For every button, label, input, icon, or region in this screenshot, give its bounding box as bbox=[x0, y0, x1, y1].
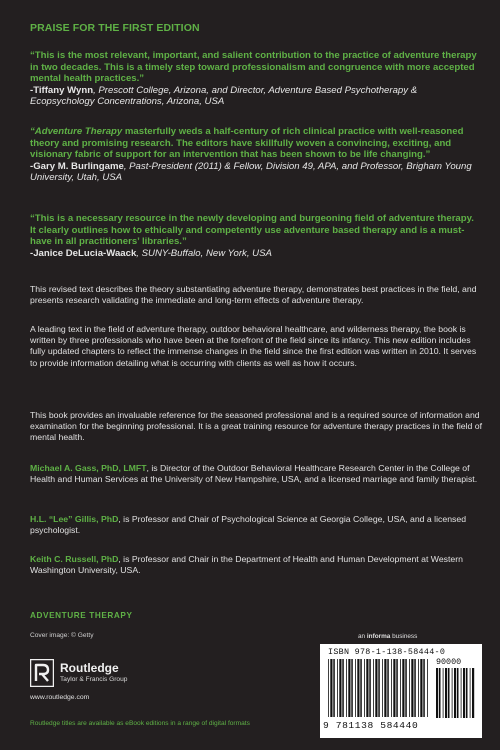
author-bio-2 bbox=[30, 514, 482, 536]
quote-text: “This is a necessary resource in the newly developing and burgeoning field of adventure therapy. It clearly outlines how to ethically and competently use adventure based therapy and is a must-have in all practitioners’ libraries.” bbox=[30, 213, 474, 248]
book-title: “Adventure Therapy bbox=[30, 126, 123, 137]
series-label: ADVENTURE THERAPY bbox=[30, 611, 133, 620]
barcode-bar bbox=[351, 659, 353, 717]
barcode-bar bbox=[443, 668, 444, 718]
barcode-bar bbox=[384, 659, 386, 717]
ean-digits: 9 781138 584440 bbox=[323, 720, 419, 731]
barcode-bar bbox=[328, 659, 329, 717]
author-name: H.L. “Lee” Gillis, PhD bbox=[30, 514, 119, 524]
barcode-bar bbox=[339, 659, 341, 717]
publisher-group: Taylor & Francis Group bbox=[60, 676, 128, 683]
quote-text: masterfully weds a half-century of rich clinical practice with well-reasoned theory and promising research. The editors have skillfully woven a convincing, exciting, and visionary fabric of support for an intervention that has been shown to be life changing.” bbox=[30, 126, 464, 161]
description-paragraph-2: A leading text in the field of adventure therapy, outdoor behavioral healthcare, and wilderness therapy, the book is written by three professionals who have been at the forefront of the field since its infancy. This new edition includes fully updated chapters to reflect the immense changes in the field since the first edition was written in 2010. It serves to provide information detailing what is occurring with clients as well as how it occurs. bbox=[30, 324, 477, 368]
barcode-bar bbox=[357, 659, 359, 717]
barcode-bar bbox=[402, 659, 404, 717]
barcode-bar bbox=[396, 659, 398, 717]
barcode-bar bbox=[445, 668, 447, 718]
author-bio: , is Professor and Chair of Psychological Science at Georgia College, USA, and a licensed psychologist. bbox=[30, 514, 467, 536]
barcode-bar bbox=[400, 659, 401, 717]
author-bio: , is Professor and Chair in the Department of Health and Human Development at Western Washington University, USA. bbox=[30, 554, 463, 576]
publisher-url: www.routledge.com bbox=[30, 694, 90, 701]
ebook-note: Routledge titles are available as eBook editions in a range of digital formats bbox=[30, 720, 250, 727]
quote-2 bbox=[30, 126, 480, 184]
barcode-bar bbox=[411, 659, 413, 717]
quote-affiliation: , Prescott College, Arizona, and Director, Adventure Based Psychotherapy & Ecopsychology Concentrations, Arizona, USA bbox=[30, 84, 418, 108]
barcode-bar bbox=[366, 659, 368, 717]
barcode-bar bbox=[373, 659, 374, 717]
barcode-bar bbox=[414, 659, 416, 717]
barcode-bar bbox=[333, 659, 335, 717]
quote-1 bbox=[30, 50, 480, 108]
barcode-bar bbox=[355, 659, 356, 717]
quote-3 bbox=[30, 213, 480, 259]
barcode-bar bbox=[369, 659, 371, 717]
quote-author: -Gary M. Burlingame bbox=[30, 160, 124, 172]
barcode-bar bbox=[427, 659, 428, 717]
publisher-name: Routledge bbox=[60, 661, 119, 675]
quote-author: -Tiffany Wynn bbox=[30, 84, 94, 96]
author-name: Michael A. Gass, PhD, LMFT bbox=[30, 463, 147, 473]
barcode-bar bbox=[436, 668, 438, 718]
barcode-bar bbox=[405, 659, 407, 717]
barcode-bar bbox=[360, 659, 362, 717]
barcode-bar bbox=[346, 659, 347, 717]
barcode-bar bbox=[382, 659, 383, 717]
barcode-bar bbox=[454, 668, 456, 718]
barcode-bar bbox=[418, 659, 419, 717]
barcode-bar bbox=[439, 668, 441, 718]
addon-barcode-bars bbox=[436, 668, 476, 718]
barcode-bar bbox=[423, 659, 425, 717]
barcode-bar bbox=[470, 668, 471, 718]
praise-heading: PRAISE FOR THE FIRST EDITION bbox=[30, 22, 200, 34]
ean-barcode-bars bbox=[328, 659, 430, 717]
cover-credit: Cover image: © Getty bbox=[30, 632, 94, 639]
barcode-bar bbox=[364, 659, 365, 717]
description-paragraph-1: This revised text describes the theory substantiating adventure therapy, demonstrates best practices in the field, and presents research validating the immediate and long-term effects of adventure therapy. bbox=[30, 284, 477, 306]
barcode-bar bbox=[348, 659, 350, 717]
price-code: 90000 bbox=[436, 657, 462, 667]
barcode-bar bbox=[393, 659, 395, 717]
description-paragraph-3: This book provides an invaluable reference for the seasoned professional and is a required source of information and examination for the beginning professional. It is a great training resource for adventure therapy practices in the field of mental health. bbox=[30, 410, 483, 443]
informa-business: an informa business bbox=[358, 633, 418, 640]
author-name: Keith C. Russell, PhD bbox=[30, 554, 119, 564]
barcode-bar bbox=[472, 668, 474, 718]
barcode-bar bbox=[409, 659, 410, 717]
barcode-bar bbox=[387, 659, 389, 717]
routledge-logo bbox=[30, 659, 160, 689]
barcode-bar bbox=[448, 668, 450, 718]
barcode-bar bbox=[452, 668, 453, 718]
barcode bbox=[320, 644, 482, 738]
barcode-bar bbox=[342, 659, 344, 717]
quote-affiliation: , Past-President (2011) & Fellow, Division 49, APA, and Professor, Brigham Young University, Utah, USA bbox=[30, 160, 472, 184]
barcode-bar bbox=[330, 659, 332, 717]
author-bio-3 bbox=[30, 554, 482, 576]
barcode-bar bbox=[337, 659, 338, 717]
barcode-bar bbox=[461, 668, 462, 718]
routledge-logo-icon bbox=[30, 659, 54, 687]
barcode-bar bbox=[378, 659, 380, 717]
author-bio-1 bbox=[30, 463, 482, 485]
barcode-bar bbox=[463, 668, 465, 718]
author-bio: , is Director of the Outdoor Behavioral Healthcare Research Center in the College of Health and Human Services at the University of New Hampshire, USA, and a licensed marriage and family therapist. bbox=[30, 463, 478, 485]
isbn-number: ISBN 978-1-138-58444-0 bbox=[328, 647, 446, 657]
quote-text: “This is the most relevant, important, and salient contribution to the practice of adventure therapy in two decades. This is a timely step toward professionalism and congruence with more accepted mental health practices.” bbox=[30, 50, 477, 85]
barcode-bar bbox=[391, 659, 392, 717]
quote-affiliation: , SUNY-Buffalo, New York, USA bbox=[136, 247, 272, 259]
barcode-bar bbox=[420, 659, 422, 717]
barcode-bar bbox=[466, 668, 468, 718]
quote-author: -Janice DeLucia-Waack bbox=[30, 247, 137, 259]
barcode-bar bbox=[457, 668, 459, 718]
informa-brand: informa bbox=[366, 633, 391, 640]
barcode-bar bbox=[375, 659, 377, 717]
